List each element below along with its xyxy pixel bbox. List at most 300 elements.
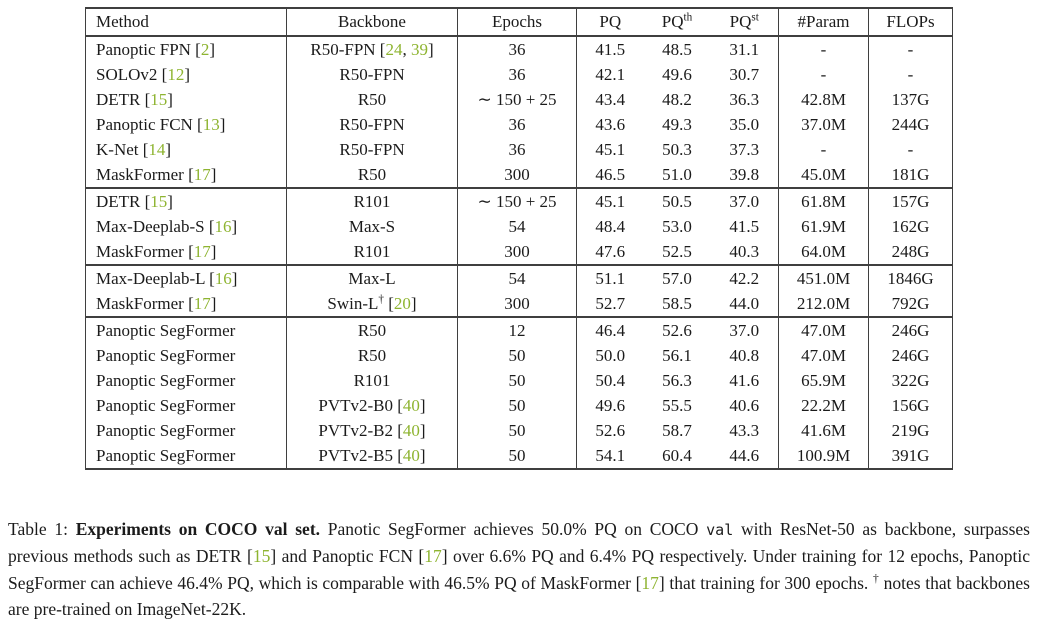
- column-header: [644, 8, 711, 36]
- text-segment: †: [872, 572, 879, 585]
- text-segment: -: [907, 139, 914, 159]
- text-segment: Panoptic SegFormer: [96, 345, 236, 365]
- text-segment: 157G: [891, 191, 930, 211]
- text-segment: 50.5: [662, 191, 692, 211]
- text-segment: 42.8M: [801, 89, 846, 109]
- table-cell: [287, 239, 458, 265]
- text-segment: ] and Panoptic FCN [: [270, 546, 425, 566]
- text-segment: 36: [508, 114, 526, 134]
- table-cell: [577, 343, 644, 368]
- citation-link[interactable]: 17: [641, 572, 659, 593]
- citation-link[interactable]: 17: [424, 546, 442, 566]
- table-cell: [86, 162, 287, 188]
- text-segment: Panotic SegFormer achieves 50.0% PQ on COCO: [327, 518, 707, 539]
- text-segment: MaskFormer [: [96, 241, 194, 261]
- column-header: [869, 8, 953, 36]
- text-segment: 300: [504, 164, 530, 184]
- text-segment: R50-FPN: [339, 114, 405, 134]
- table-cell: [869, 188, 953, 214]
- text-segment: 50: [508, 370, 526, 390]
- text-segment: R50-FPN: [339, 64, 405, 84]
- text-segment: PQ: [599, 12, 622, 31]
- table-cell: [779, 188, 869, 214]
- table-cell: [869, 393, 953, 418]
- table-cell: [287, 36, 458, 62]
- text-segment: 50.4: [595, 370, 626, 390]
- text-segment: 36: [508, 139, 526, 159]
- text-segment: 50.3: [662, 139, 692, 159]
- citation-link[interactable]: 40: [402, 395, 420, 415]
- text-segment: with ResNet-50 as backbone, surpasses previous methods such as DETR [: [8, 518, 1030, 566]
- table-cell: [287, 87, 458, 112]
- header-row: [86, 8, 953, 36]
- table-cell: [711, 393, 779, 418]
- table-cell: [458, 343, 577, 368]
- text-segment: 52.5: [662, 241, 692, 261]
- table-cell: [869, 137, 953, 162]
- table-cell: [869, 418, 953, 443]
- text-segment: PVTv2-B2 [: [318, 420, 403, 440]
- text-segment: Backbone: [338, 12, 406, 31]
- text-segment: ]: [210, 241, 217, 261]
- table-cell: [577, 443, 644, 469]
- table-row: [86, 188, 953, 214]
- text-segment: 54.1: [595, 445, 626, 465]
- results-table: [85, 7, 953, 470]
- table-row: [86, 62, 953, 87]
- text-segment: ]: [427, 39, 434, 59]
- table-cell: [779, 112, 869, 137]
- text-segment: Method: [96, 12, 149, 31]
- text-segment: 52.7: [595, 293, 626, 313]
- text-segment: ]: [165, 139, 172, 159]
- text-segment: 35.0: [729, 114, 760, 134]
- text-segment: 49.6: [595, 395, 626, 415]
- text-segment: 42.2: [729, 268, 760, 288]
- text-segment: DETR [: [96, 191, 151, 211]
- table-cell: [779, 87, 869, 112]
- text-segment: R101: [353, 241, 391, 261]
- table-caption: [8, 516, 1030, 623]
- table-cell: [287, 393, 458, 418]
- text-segment: 50: [508, 445, 526, 465]
- table-cell: [644, 368, 711, 393]
- citation-link[interactable]: 2: [200, 39, 210, 59]
- table-cell: [577, 214, 644, 239]
- text-segment: notes that backbones are pre-trained on ImageNet-22K.: [8, 572, 1030, 619]
- table-row: [86, 214, 953, 239]
- text-segment: PQ: [729, 12, 752, 31]
- table-cell: [779, 418, 869, 443]
- table-cell: [711, 162, 779, 188]
- table-cell: [644, 87, 711, 112]
- text-segment: 37.3: [729, 139, 760, 159]
- text-segment: 64.0M: [801, 241, 846, 261]
- text-segment: K-Net [: [96, 139, 149, 159]
- table-cell: [577, 265, 644, 291]
- table-cell: [711, 36, 779, 62]
- table-row: [86, 162, 953, 188]
- text-segment: ]: [209, 39, 216, 59]
- table-cell: [869, 291, 953, 317]
- table-cell: [287, 368, 458, 393]
- text-segment: 50.0: [595, 345, 626, 365]
- text-segment: R50-FPN [: [310, 39, 386, 59]
- text-segment: ,: [402, 39, 411, 59]
- text-segment: #Param: [797, 12, 850, 31]
- text-segment: Max-L: [348, 268, 396, 288]
- citation-link[interactable]: 40: [402, 420, 420, 440]
- text-segment: 52.6: [595, 420, 626, 440]
- text-segment: 55.5: [662, 395, 692, 415]
- text-segment: 47.0M: [801, 320, 846, 340]
- table-cell: [86, 418, 287, 443]
- table-cell: [711, 418, 779, 443]
- table-cell: [577, 36, 644, 62]
- table-cell: [779, 62, 869, 87]
- table-cell: [577, 137, 644, 162]
- text-segment: 40.8: [729, 345, 760, 365]
- table-cell: [779, 214, 869, 239]
- text-segment: Max-S: [348, 216, 396, 236]
- text-segment: 1846G: [887, 268, 934, 288]
- text-segment: Experiments on COCO val set.: [75, 518, 328, 539]
- table-cell: [644, 239, 711, 265]
- text-segment: 45.0M: [801, 164, 846, 184]
- text-segment: 48.5: [662, 39, 692, 59]
- text-segment: 47.0M: [801, 345, 846, 365]
- table-cell: [577, 368, 644, 393]
- table-cell: [869, 239, 953, 265]
- text-segment: 41.6: [729, 370, 760, 390]
- table-cell: [86, 87, 287, 112]
- text-segment: SOLOv2 [: [96, 64, 168, 84]
- table-group: [86, 188, 953, 265]
- citation-link[interactable]: 15: [252, 546, 271, 566]
- text-segment: Panoptic FCN [: [96, 114, 203, 134]
- table-cell: [711, 443, 779, 469]
- text-segment: 46.4: [595, 320, 626, 340]
- table-cell: [644, 214, 711, 239]
- text-segment: 30.7: [729, 64, 760, 84]
- text-segment: ] over 6.6% PQ and 6.4% PQ respectively. Under training for 12 epochs, Panoptic SegFormer can achieve 46.4% PQ, which is comparable with 46.5% PQ of MaskFormer [: [8, 546, 1030, 593]
- text-segment: th: [683, 11, 693, 24]
- text-segment: -: [907, 64, 914, 84]
- text-segment: -: [820, 39, 827, 59]
- text-segment: val: [706, 520, 734, 539]
- text-segment: 45.1: [595, 191, 626, 211]
- text-segment: 43.6: [595, 114, 626, 134]
- column-header: [458, 8, 577, 36]
- table-cell: [458, 317, 577, 343]
- citation-link[interactable]: 13: [202, 114, 220, 134]
- table-row: [86, 265, 953, 291]
- table-cell: [458, 214, 577, 239]
- table-row: [86, 137, 953, 162]
- table-row: [86, 343, 953, 368]
- table-cell: [577, 291, 644, 317]
- table-row: [86, 393, 953, 418]
- text-segment: PVTv2-B5 [: [318, 445, 403, 465]
- table-cell: [86, 214, 287, 239]
- table-cell: [287, 317, 458, 343]
- results-table-container: [85, 7, 953, 470]
- table-cell: [779, 291, 869, 317]
- table-cell: [711, 317, 779, 343]
- table-cell: [869, 87, 953, 112]
- text-segment: ]: [184, 64, 190, 84]
- table-cell: [711, 214, 779, 239]
- citation-link[interactable]: 15: [150, 89, 168, 109]
- text-segment: ]: [231, 268, 238, 288]
- text-segment: 51.0: [662, 164, 692, 184]
- table-cell: [287, 137, 458, 162]
- text-segment: FLOPs: [886, 12, 935, 31]
- table-row: [86, 368, 953, 393]
- table-group: [86, 265, 953, 317]
- text-segment: MaskFormer [: [96, 293, 194, 313]
- table-group: [86, 317, 953, 469]
- citation-link[interactable]: 17: [193, 164, 211, 184]
- table-row: [86, 112, 953, 137]
- table-cell: [458, 137, 577, 162]
- text-segment: 43.4: [595, 89, 626, 109]
- table-cell: [869, 265, 953, 291]
- text-segment: Epochs: [491, 12, 543, 31]
- citation-link[interactable]: 16: [214, 268, 232, 288]
- text-segment: 48.2: [662, 89, 692, 109]
- text-segment: 137G: [891, 89, 930, 109]
- text-segment: 43.3: [729, 420, 760, 440]
- table-cell: [779, 317, 869, 343]
- table-cell: [577, 162, 644, 188]
- text-segment: †: [378, 292, 384, 305]
- table-cell: [577, 87, 644, 112]
- table-cell: [86, 368, 287, 393]
- table-cell: [86, 343, 287, 368]
- table-cell: [458, 87, 577, 112]
- table-cell: [458, 265, 577, 291]
- text-segment: 219G: [891, 420, 930, 440]
- text-segment: Panoptic SegFormer: [96, 445, 236, 465]
- table-cell: [869, 162, 953, 188]
- citation-link[interactable]: 17: [193, 293, 211, 313]
- text-segment: 45.1: [595, 139, 626, 159]
- table-cell: [869, 214, 953, 239]
- table-header: [86, 8, 953, 36]
- table-cell: [644, 36, 711, 62]
- text-segment: Panoptic FPN [: [96, 39, 201, 59]
- table-cell: [869, 112, 953, 137]
- table-cell: [287, 343, 458, 368]
- table-cell: [644, 137, 711, 162]
- text-segment: ]: [210, 164, 217, 184]
- text-segment: R50-FPN: [339, 139, 405, 159]
- citation-link[interactable]: 24: [385, 39, 403, 59]
- table-cell: [458, 36, 577, 62]
- text-segment: -: [820, 139, 827, 159]
- table-cell: [779, 343, 869, 368]
- citation-link[interactable]: 15: [150, 191, 168, 211]
- text-segment: 162G: [891, 216, 930, 236]
- text-segment: 246G: [891, 345, 930, 365]
- table-cell: [779, 137, 869, 162]
- table-row: [86, 291, 953, 317]
- text-segment: 65.9M: [801, 370, 846, 390]
- column-header: [711, 8, 779, 36]
- column-header: [86, 8, 287, 36]
- table-cell: [287, 214, 458, 239]
- table-cell: [86, 317, 287, 343]
- text-segment: ] that training for 300 epochs.: [658, 572, 873, 593]
- text-segment: R50: [357, 345, 387, 365]
- text-segment: 451.0M: [796, 268, 851, 288]
- text-segment: 181G: [891, 164, 930, 184]
- text-segment: 300: [504, 293, 530, 313]
- text-segment: Panoptic SegFormer: [96, 370, 236, 390]
- text-segment: 50: [508, 345, 526, 365]
- table-cell: [458, 162, 577, 188]
- table-cell: [711, 137, 779, 162]
- text-segment: ∼ 150 + 25: [477, 89, 557, 109]
- table-cell: [869, 62, 953, 87]
- text-segment: 100.9M: [796, 445, 851, 465]
- text-segment: 47.6: [595, 241, 626, 261]
- table-cell: [287, 291, 458, 317]
- table-cell: [86, 239, 287, 265]
- text-segment: Swin-L: [327, 293, 379, 313]
- text-segment: Panoptic SegFormer: [96, 320, 236, 340]
- table-cell: [86, 393, 287, 418]
- table-cell: [711, 265, 779, 291]
- text-segment: 51.1: [595, 268, 626, 288]
- table-cell: [711, 188, 779, 214]
- text-segment: 54: [508, 216, 526, 236]
- text-segment: 156G: [891, 395, 930, 415]
- text-segment: R101: [353, 370, 391, 390]
- table-cell: [869, 368, 953, 393]
- text-segment: Max-Deeplab-L [: [96, 268, 215, 288]
- text-segment: 322G: [891, 370, 930, 390]
- table-cell: [644, 291, 711, 317]
- citation-link[interactable]: 39: [410, 39, 428, 59]
- text-segment: 246G: [891, 320, 930, 340]
- table-row: [86, 317, 953, 343]
- text-segment: 54: [508, 268, 526, 288]
- table-cell: [287, 112, 458, 137]
- text-segment: -: [907, 39, 914, 59]
- citation-link[interactable]: 12: [167, 64, 185, 84]
- text-segment: ]: [410, 293, 417, 313]
- text-segment: 40.3: [729, 241, 760, 261]
- table-cell: [869, 36, 953, 62]
- table-cell: [644, 418, 711, 443]
- text-segment: 50: [508, 420, 526, 440]
- text-segment: R101: [353, 191, 391, 211]
- table-cell: [458, 393, 577, 418]
- text-segment: 46.5: [595, 164, 626, 184]
- table-row: [86, 418, 953, 443]
- citation-link[interactable]: 16: [214, 216, 232, 236]
- table-cell: [869, 443, 953, 469]
- text-segment: 42.1: [595, 64, 626, 84]
- text-segment: ]: [210, 293, 217, 313]
- citation-link[interactable]: 17: [193, 241, 211, 261]
- text-segment: 300: [504, 241, 530, 261]
- text-segment: 44.6: [729, 445, 760, 465]
- table-cell: [86, 112, 287, 137]
- table-cell: [779, 36, 869, 62]
- table-cell: [86, 188, 287, 214]
- table-cell: [779, 239, 869, 265]
- text-segment: ]: [419, 445, 426, 465]
- table-row: [86, 36, 953, 62]
- table-cell: [287, 443, 458, 469]
- text-segment: 244G: [891, 114, 930, 134]
- text-segment: ∼ 150 + 25: [477, 191, 557, 211]
- table-cell: [287, 265, 458, 291]
- citation-link[interactable]: 40: [402, 445, 420, 465]
- table-group: [86, 36, 953, 188]
- table-cell: [644, 343, 711, 368]
- table-cell: [644, 112, 711, 137]
- text-segment: 39.8: [729, 164, 760, 184]
- table-row: [86, 443, 953, 469]
- table-cell: [458, 291, 577, 317]
- text-segment: 37.0: [729, 320, 760, 340]
- text-segment: 41.5: [729, 216, 760, 236]
- table-cell: [711, 343, 779, 368]
- text-segment: 44.0: [729, 293, 760, 313]
- text-segment: Panoptic SegFormer: [96, 420, 236, 440]
- text-segment: 49.3: [662, 114, 692, 134]
- citation-link[interactable]: 14: [148, 139, 166, 159]
- table-cell: [644, 62, 711, 87]
- table-cell: [711, 239, 779, 265]
- table-cell: [577, 112, 644, 137]
- text-segment: ]: [167, 191, 173, 211]
- text-segment: st: [751, 11, 759, 24]
- table-cell: [458, 188, 577, 214]
- text-segment: ]: [231, 216, 238, 236]
- text-segment: R50: [357, 164, 387, 184]
- table-cell: [577, 62, 644, 87]
- text-segment: -: [820, 64, 827, 84]
- text-segment: MaskFormer [: [96, 164, 194, 184]
- table-cell: [779, 443, 869, 469]
- text-segment: ]: [419, 420, 426, 440]
- table-cell: [287, 188, 458, 214]
- table-cell: [86, 36, 287, 62]
- table-cell: [779, 368, 869, 393]
- citation-link[interactable]: 20: [393, 293, 411, 313]
- table-cell: [458, 368, 577, 393]
- table-cell: [711, 291, 779, 317]
- table-cell: [779, 265, 869, 291]
- table-cell: [86, 265, 287, 291]
- text-segment: 57.0: [662, 268, 692, 288]
- table-cell: [779, 162, 869, 188]
- table-cell: [644, 162, 711, 188]
- text-segment: 53.0: [662, 216, 692, 236]
- table-cell: [644, 393, 711, 418]
- table-cell: [86, 62, 287, 87]
- text-segment: 37.0: [729, 191, 760, 211]
- text-segment: 40.6: [729, 395, 760, 415]
- column-header: [577, 8, 644, 36]
- column-header: [287, 8, 458, 36]
- table-cell: [287, 162, 458, 188]
